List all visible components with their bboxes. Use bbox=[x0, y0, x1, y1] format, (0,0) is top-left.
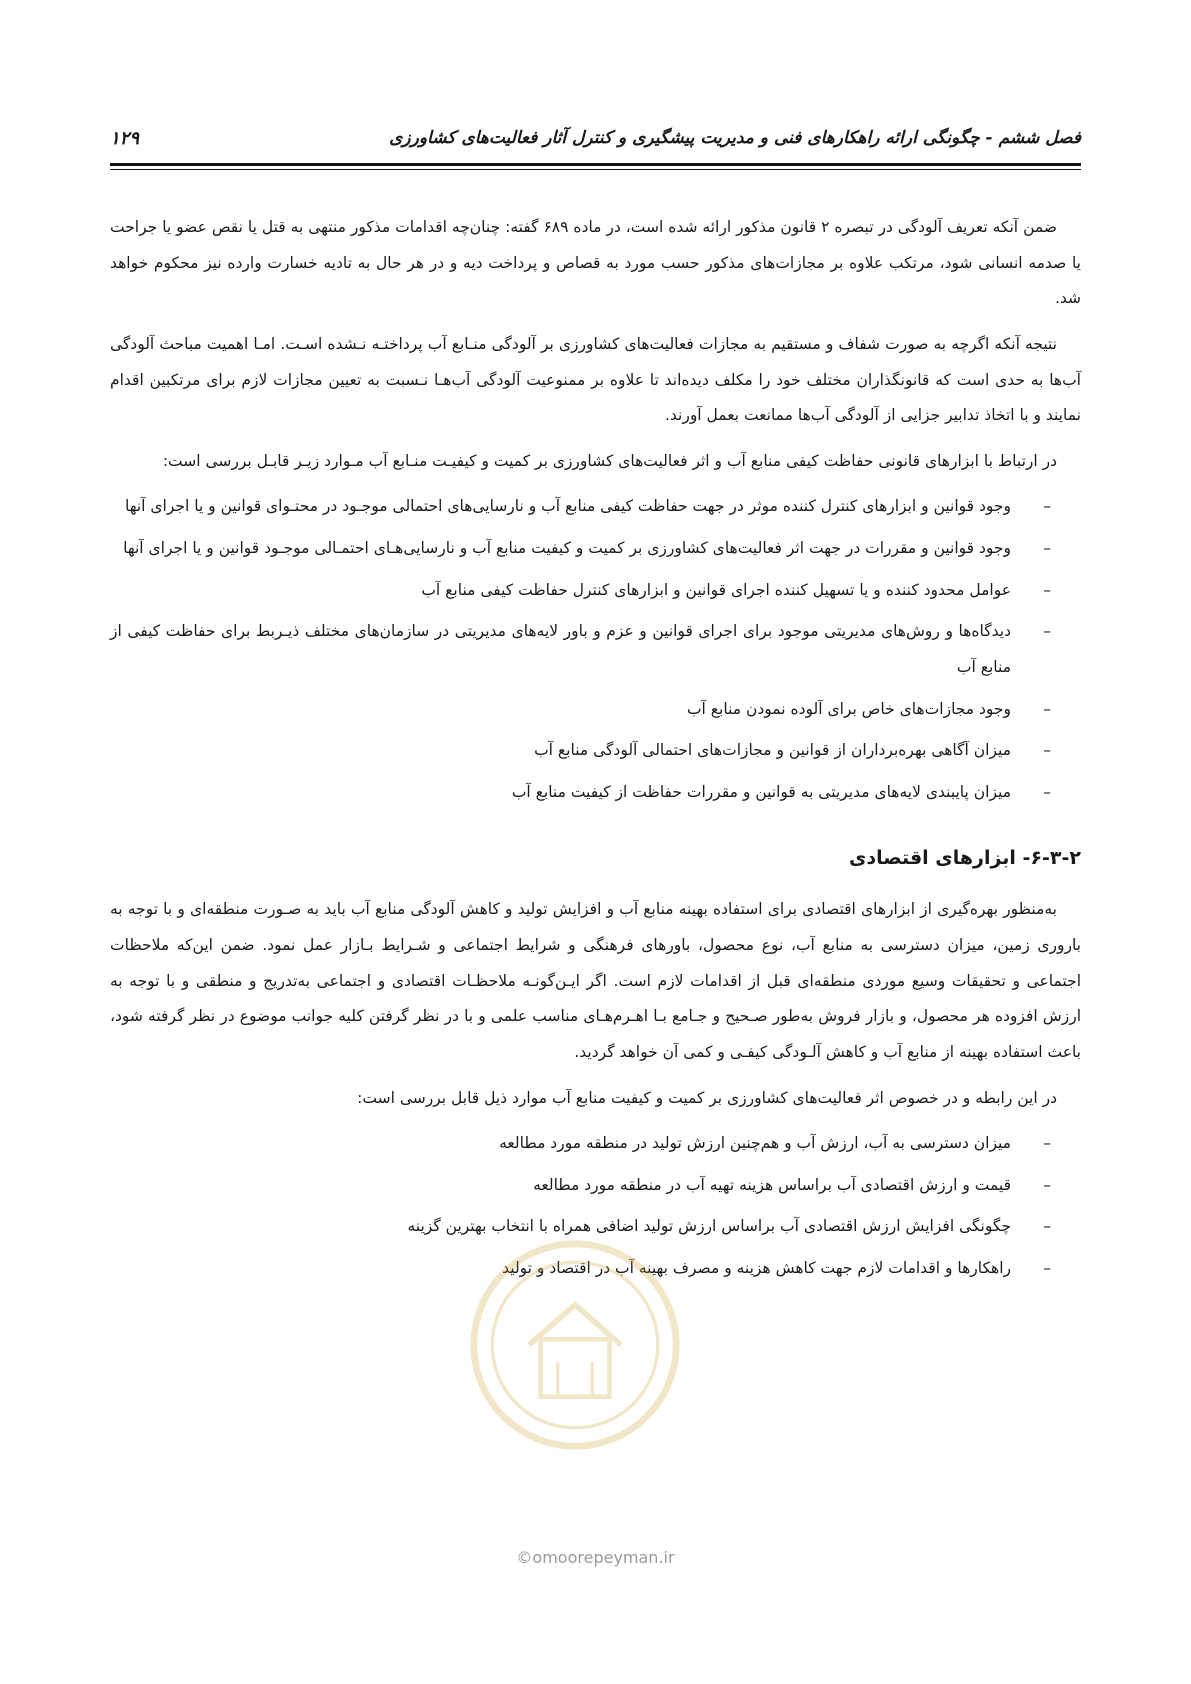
list-item bbox=[110, 614, 1081, 685]
bullet-dash: – bbox=[1043, 782, 1051, 801]
list-item-text: قیمت و ارزش اقتصادی آب براساس هزینه تهیه آب در منطقه مورد مطالعه bbox=[533, 1175, 1011, 1194]
list-item-text: وجود قوانین و ابزارهای کنترل کننده موثر در جهت حفاظت کیفی منابع آب و نارسایی‌های احتمالی موجـود در محتـوای قوانین و یا اجرای آنها bbox=[125, 497, 1011, 516]
list-item bbox=[110, 531, 1081, 567]
header-rule-thick bbox=[110, 163, 1081, 166]
bullet-dash: – bbox=[1043, 580, 1051, 599]
paragraph: در این رابطه و در خصوص اثر فعالیت‌های کشاورزی بر کمیت و کیفیت منابع آب موارد ذیل قابل بررسی است: bbox=[357, 1088, 1057, 1107]
list-item bbox=[110, 692, 1081, 728]
page-number: ۱۲۹ bbox=[110, 128, 140, 149]
bullet-dash: – bbox=[1043, 1134, 1051, 1153]
header-rule-thin bbox=[110, 169, 1081, 170]
list-item-text: دیدگاه‌ها و روش‌های مدیریتی موجود برای اجرای قوانین و عزم و باور لایه‌های مدیریتی در سازمان‌های مختلف ذیـربط برای حفاظت کیفی از منابع آب bbox=[110, 622, 1011, 677]
list-item-text: میزان دسترسی به آب، ارزش آب و هم‌چنین ارزش تولید در منطقه مورد مطالعه bbox=[499, 1134, 1011, 1153]
legal-tools-list bbox=[110, 489, 1081, 810]
watermark-text bbox=[0, 1548, 1191, 1567]
list-item bbox=[110, 1126, 1081, 1162]
document-body bbox=[110, 210, 1081, 1293]
copyright-icon: © bbox=[516, 1548, 533, 1567]
bullet-dash: – bbox=[1043, 741, 1051, 760]
page-header bbox=[110, 128, 1081, 164]
list-item-text: میزان آگاهی بهره‌برداران از قوانین و مجازات‌های احتمالی آلودگی منابع آب bbox=[534, 741, 1011, 760]
list-item bbox=[110, 733, 1081, 769]
list-item-text: عوامل محدود کننده و یا تسهیل کننده اجرای قوانین و ابزارهای کنترل حفاظت کیفی منابع آب bbox=[421, 580, 1011, 599]
paragraph: به‌منظور بهره‌گیری از ابزارهای اقتصادی برای استفاده بهینه منابع آب و افزایش تولید و کاهش آلودگی منابع آب باید به صـورت منطقه‌ای و با توجه به باروری زمین، میزان دسترسی به منابع آب، نوع محصول، باورهای فرهنگی و شرایط اجتماعی و شـرایط بـازار عمل نمود. ضمن این‌که ملاحظات اجتماعی و تحقیقات وسیع موردی منطقه‌ای قبل از اقدامات لازم است. اگر ایـن‌گونـه ملاحظـات اقتصادی و اجتماعی به‌تدریج و منطقی و با توجه به ارزش افزوده هر محصول، و بازار فروش به‌طور صـحیح و جـامع بـا اهـرم‌هـای مناسب علمی و با در نظر گرفتن کلیه جوانب موضوع در نظر گرفته شود، باعث استفاده بهینه از منابع آب و کاهش آلـودگی کیفـی و کمی آن خواهد گردید. bbox=[110, 900, 1081, 1061]
bullet-dash: – bbox=[1043, 539, 1051, 558]
watermark-logo-icon bbox=[460, 1230, 690, 1460]
bullet-dash: – bbox=[1043, 622, 1051, 641]
paragraph: در ارتباط با ابزارهای قانونی حفاظت کیفی منابع آب و اثر فعالیت‌های کشاورزی بر کمیت و کیفیـت منـابع آب مـوارد زیـر قابـل بررسی است: bbox=[162, 451, 1057, 470]
list-item bbox=[110, 573, 1081, 609]
bullet-dash: – bbox=[1043, 699, 1051, 718]
list-item bbox=[110, 489, 1081, 525]
section-heading: ۶-۳-۲- ابزارهای اقتصادی bbox=[848, 846, 1081, 869]
paragraph: ضمن آنکه تعریف آلودگی در تبصره ۲ قانون مذکور ارائه شده است، در ماده ۶۸۹ گفته: چنان‌چه اقدامات مذکور منتهی به قتل یا نقص عضو یا جراحت یا صدمه انسانی شود، مرتکب علاوه بر مجازات‌های مذکور حسب مورد به قصاص و پرداخت دیه و در هر حال به تادیه خسارت وارده نیز محکوم خواهد شد. bbox=[110, 218, 1081, 308]
list-item-text: وجود مجازات‌های خاص برای آلوده نمودن منابع آب bbox=[686, 699, 1011, 718]
bullet-dash: – bbox=[1043, 497, 1051, 516]
watermark-url: omoorepeyman.ir bbox=[532, 1548, 675, 1567]
list-item bbox=[110, 1168, 1081, 1204]
list-item-text: چگونگی افزایش ارزش اقتصادی آب براساس ارزش تولید اضافی همراه با انتخاب بهترین گزینه bbox=[407, 1217, 1011, 1236]
bullet-dash: – bbox=[1043, 1217, 1051, 1236]
bullet-dash: – bbox=[1043, 1259, 1051, 1278]
list-item-text: وجود قوانین و مقررات در جهت اثر فعالیت‌های کشاورزی بر کمیت و کیفیت منابع آب و نارسایی‌هـای احتمـالی موجـود قوانین و یا اجرای آنها bbox=[123, 539, 1011, 558]
list-item-text: راهکارها و اقدامات لازم جهت کاهش هزینه و مصرف بهینه آب در اقتصاد و تولید bbox=[502, 1259, 1011, 1278]
list-item bbox=[110, 775, 1081, 811]
paragraph: نتیجه آنکه اگرچه به صورت شفاف و مستقیم به مجازات فعالیت‌های کشاورزی بر آلودگی منـابع آب پرداختـه نـشده اسـت. امـا اهمیت مباحث آلودگی آب‌ها به حدی است که قانونگذاران مختلف خود را مکلف دیده‌اند تا علاوه بر ممنوعیت آلودگی آب‌هـا نـسبت به تعیین مجازات لازم برای مرتکبین اقدام نمایند و با اتخاذ تدابیر جزایی از آلودگی آب‌ها ممانعت بعمل آورند. bbox=[110, 334, 1081, 425]
running-header-title: فصل ششم - چگونگی ارائه راهکارهای فنی و مدیریت پیشگیری و کنترل آثار فعالیت‌های کشاورزی bbox=[389, 128, 1081, 148]
bullet-dash: – bbox=[1043, 1175, 1051, 1194]
list-item-text: میزان پایبندی لایه‌های مدیریتی به قوانین و مقررات حفاظت از کیفیت منابع آب bbox=[511, 782, 1011, 801]
